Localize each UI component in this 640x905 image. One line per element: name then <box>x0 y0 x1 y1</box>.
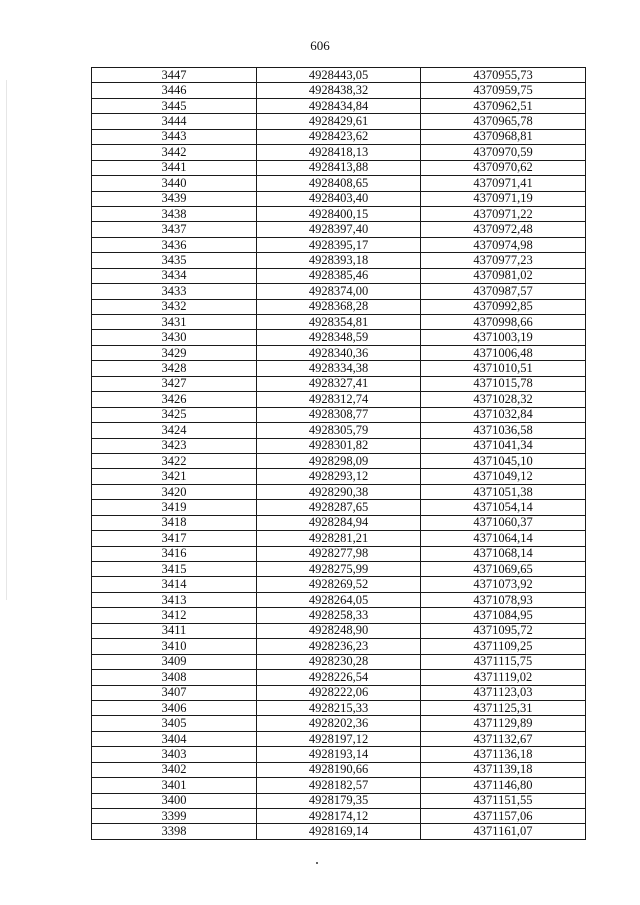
point-number-cell: 3404 <box>92 731 257 746</box>
point-number-cell: 3424 <box>92 423 257 438</box>
point-number-cell: 3435 <box>92 253 257 268</box>
x-coordinate-cell: 4928230,28 <box>257 654 421 669</box>
point-number-cell: 3405 <box>92 716 257 731</box>
y-coordinate-cell: 4371045,10 <box>421 453 586 468</box>
y-coordinate-cell: 4371123,03 <box>421 685 586 700</box>
table-row <box>92 639 586 654</box>
y-coordinate-cell: 4371010,51 <box>421 361 586 376</box>
y-coordinate-cell: 4371146,80 <box>421 778 586 793</box>
point-number-cell: 3415 <box>92 562 257 577</box>
x-coordinate-cell: 4928418,13 <box>257 145 421 160</box>
x-coordinate-cell: 4928348,59 <box>257 330 421 345</box>
table-row <box>92 546 586 561</box>
point-number-cell: 3437 <box>92 222 257 237</box>
table-row <box>92 731 586 746</box>
point-number-cell: 3441 <box>92 160 257 175</box>
point-number-cell: 3432 <box>92 299 257 314</box>
table-row <box>92 670 586 685</box>
x-coordinate-cell: 4928368,28 <box>257 299 421 314</box>
x-coordinate-cell: 4928308,77 <box>257 407 421 422</box>
x-coordinate-cell: 4928327,41 <box>257 376 421 391</box>
y-coordinate-cell: 4371028,32 <box>421 392 586 407</box>
y-coordinate-cell: 4371054,14 <box>421 500 586 515</box>
x-coordinate-cell: 4928277,98 <box>257 546 421 561</box>
y-coordinate-cell: 4371051,38 <box>421 484 586 499</box>
table-row <box>92 608 586 623</box>
table-row <box>92 176 586 191</box>
table-row <box>92 778 586 793</box>
x-coordinate-cell: 4928305,79 <box>257 423 421 438</box>
y-coordinate-cell: 4371015,78 <box>421 376 586 391</box>
y-coordinate-cell: 4371151,55 <box>421 793 586 808</box>
y-coordinate-cell: 4370987,57 <box>421 284 586 299</box>
table-row <box>92 145 586 160</box>
x-coordinate-cell: 4928269,52 <box>257 577 421 592</box>
table-row <box>92 438 586 453</box>
table-row <box>92 160 586 175</box>
y-coordinate-cell: 4370970,59 <box>421 145 586 160</box>
table-row <box>92 407 586 422</box>
point-number-cell: 3439 <box>92 191 257 206</box>
y-coordinate-cell: 4370972,48 <box>421 222 586 237</box>
point-number-cell: 3406 <box>92 700 257 715</box>
point-number-cell: 3446 <box>92 83 257 98</box>
x-coordinate-cell: 4928312,74 <box>257 392 421 407</box>
y-coordinate-cell: 4370970,62 <box>421 160 586 175</box>
x-coordinate-cell: 4928408,65 <box>257 176 421 191</box>
point-number-cell: 3412 <box>92 608 257 623</box>
x-coordinate-cell: 4928174,12 <box>257 809 421 824</box>
table-row <box>92 299 586 314</box>
table-row <box>92 685 586 700</box>
point-number-cell: 3410 <box>92 639 257 654</box>
point-number-cell: 3403 <box>92 747 257 762</box>
point-number-cell: 3409 <box>92 654 257 669</box>
y-coordinate-cell: 4370974,98 <box>421 237 586 252</box>
y-coordinate-cell: 4371068,14 <box>421 546 586 561</box>
x-coordinate-cell: 4928215,33 <box>257 700 421 715</box>
point-number-cell: 3422 <box>92 453 257 468</box>
table-row <box>92 592 586 607</box>
point-number-cell: 3430 <box>92 330 257 345</box>
point-number-cell: 3443 <box>92 129 257 144</box>
y-coordinate-cell: 4371049,12 <box>421 469 586 484</box>
x-coordinate-cell: 4928340,36 <box>257 345 421 360</box>
y-coordinate-cell: 4370965,78 <box>421 114 586 129</box>
point-number-cell: 3447 <box>92 68 257 83</box>
y-coordinate-cell: 4370998,66 <box>421 315 586 330</box>
table-row <box>92 562 586 577</box>
x-coordinate-cell: 4928287,65 <box>257 500 421 515</box>
x-coordinate-cell: 4928222,06 <box>257 685 421 700</box>
table-row <box>92 361 586 376</box>
x-coordinate-cell: 4928197,12 <box>257 731 421 746</box>
point-number-cell: 3416 <box>92 546 257 561</box>
point-number-cell: 3421 <box>92 469 257 484</box>
point-number-cell: 3433 <box>92 284 257 299</box>
y-coordinate-cell: 4370981,02 <box>421 268 586 283</box>
point-number-cell: 3414 <box>92 577 257 592</box>
page-number: 606 <box>310 38 330 53</box>
y-coordinate-cell: 4371032,84 <box>421 407 586 422</box>
x-coordinate-cell: 4928403,40 <box>257 191 421 206</box>
point-number-cell: 3411 <box>92 623 257 638</box>
x-coordinate-cell: 4928393,18 <box>257 253 421 268</box>
x-coordinate-cell: 4928281,21 <box>257 531 421 546</box>
table-row <box>92 237 586 252</box>
x-coordinate-cell: 4928182,57 <box>257 778 421 793</box>
y-coordinate-cell: 4370962,51 <box>421 98 586 113</box>
table-row <box>92 793 586 808</box>
table-row <box>92 222 586 237</box>
point-number-cell: 3399 <box>92 809 257 824</box>
table-row <box>92 577 586 592</box>
point-number-cell: 3436 <box>92 237 257 252</box>
y-coordinate-cell: 4370992,85 <box>421 299 586 314</box>
x-coordinate-cell: 4928334,38 <box>257 361 421 376</box>
y-coordinate-cell: 4370959,75 <box>421 83 586 98</box>
point-number-cell: 3423 <box>92 438 257 453</box>
x-coordinate-cell: 4928374,00 <box>257 284 421 299</box>
point-number-cell: 3425 <box>92 407 257 422</box>
x-coordinate-cell: 4928354,81 <box>257 315 421 330</box>
point-number-cell: 3445 <box>92 98 257 113</box>
table-row <box>92 654 586 669</box>
point-number-cell: 3428 <box>92 361 257 376</box>
table-row <box>92 747 586 762</box>
y-coordinate-cell: 4371119,02 <box>421 670 586 685</box>
y-coordinate-cell: 4371139,18 <box>421 762 586 777</box>
point-number-cell: 3442 <box>92 145 257 160</box>
y-coordinate-cell: 4371161,07 <box>421 824 586 839</box>
point-number-cell: 3429 <box>92 345 257 360</box>
point-number-cell: 3413 <box>92 592 257 607</box>
table-row <box>92 345 586 360</box>
point-number-cell: 3427 <box>92 376 257 391</box>
table-row <box>92 484 586 499</box>
x-coordinate-cell: 4928258,33 <box>257 608 421 623</box>
table-row <box>92 623 586 638</box>
x-coordinate-cell: 4928395,17 <box>257 237 421 252</box>
point-number-cell: 3438 <box>92 206 257 221</box>
table-row <box>92 376 586 391</box>
point-number-cell: 3426 <box>92 392 257 407</box>
table-row <box>92 191 586 206</box>
table-row <box>92 284 586 299</box>
table-row <box>92 531 586 546</box>
x-coordinate-cell: 4928284,94 <box>257 515 421 530</box>
x-coordinate-cell: 4928438,32 <box>257 83 421 98</box>
y-coordinate-cell: 4371109,25 <box>421 639 586 654</box>
x-coordinate-cell: 4928298,09 <box>257 453 421 468</box>
point-number-cell: 3400 <box>92 793 257 808</box>
table-row <box>92 129 586 144</box>
table-row <box>92 700 586 715</box>
point-number-cell: 3434 <box>92 268 257 283</box>
x-coordinate-cell: 4928385,46 <box>257 268 421 283</box>
coordinates-table-body <box>92 68 586 840</box>
coordinates-table <box>91 67 586 840</box>
y-coordinate-cell: 4371073,92 <box>421 577 586 592</box>
table-row <box>92 716 586 731</box>
y-coordinate-cell: 4371069,65 <box>421 562 586 577</box>
point-number-cell: 3408 <box>92 670 257 685</box>
point-number-cell: 3418 <box>92 515 257 530</box>
table-row <box>92 83 586 98</box>
point-number-cell: 3440 <box>92 176 257 191</box>
x-coordinate-cell: 4928443,05 <box>257 68 421 83</box>
y-coordinate-cell: 4371041,34 <box>421 438 586 453</box>
table-row <box>92 809 586 824</box>
x-coordinate-cell: 4928434,84 <box>257 98 421 113</box>
x-coordinate-cell: 4928248,90 <box>257 623 421 638</box>
y-coordinate-cell: 4371129,89 <box>421 716 586 731</box>
y-coordinate-cell: 4370968,81 <box>421 129 586 144</box>
table-row <box>92 500 586 515</box>
point-number-cell: 3419 <box>92 500 257 515</box>
x-coordinate-cell: 4928397,40 <box>257 222 421 237</box>
table-row <box>92 315 586 330</box>
table-row <box>92 68 586 83</box>
point-number-cell: 3401 <box>92 778 257 793</box>
table-row <box>92 453 586 468</box>
x-coordinate-cell: 4928193,14 <box>257 747 421 762</box>
y-coordinate-cell: 4370977,23 <box>421 253 586 268</box>
table-row <box>92 206 586 221</box>
y-coordinate-cell: 4370971,41 <box>421 176 586 191</box>
point-number-cell: 3402 <box>92 762 257 777</box>
table-row <box>92 114 586 129</box>
x-coordinate-cell: 4928190,66 <box>257 762 421 777</box>
x-coordinate-cell: 4928226,54 <box>257 670 421 685</box>
y-coordinate-cell: 4371157,06 <box>421 809 586 824</box>
y-coordinate-cell: 4371078,93 <box>421 592 586 607</box>
table-row <box>92 268 586 283</box>
table-row <box>92 469 586 484</box>
y-coordinate-cell: 4370955,73 <box>421 68 586 83</box>
y-coordinate-cell: 4371095,72 <box>421 623 586 638</box>
x-coordinate-cell: 4928423,62 <box>257 129 421 144</box>
x-coordinate-cell: 4928264,05 <box>257 592 421 607</box>
x-coordinate-cell: 4928169,14 <box>257 824 421 839</box>
y-coordinate-cell: 4371125,31 <box>421 700 586 715</box>
table-row <box>92 98 586 113</box>
table-row <box>92 824 586 839</box>
x-coordinate-cell: 4928179,35 <box>257 793 421 808</box>
table-row <box>92 330 586 345</box>
scan-artifact-line <box>6 80 7 600</box>
x-coordinate-cell: 4928293,12 <box>257 469 421 484</box>
x-coordinate-cell: 4928202,36 <box>257 716 421 731</box>
y-coordinate-cell: 4371006,48 <box>421 345 586 360</box>
y-coordinate-cell: 4371084,95 <box>421 608 586 623</box>
x-coordinate-cell: 4928429,61 <box>257 114 421 129</box>
table-row <box>92 762 586 777</box>
point-number-cell: 3431 <box>92 315 257 330</box>
table-row <box>92 253 586 268</box>
table-row <box>92 392 586 407</box>
y-coordinate-cell: 4371115,75 <box>421 654 586 669</box>
point-number-cell: 3417 <box>92 531 257 546</box>
y-coordinate-cell: 4370971,22 <box>421 206 586 221</box>
table-row <box>92 515 586 530</box>
y-coordinate-cell: 4371136,18 <box>421 747 586 762</box>
point-number-cell: 3444 <box>92 114 257 129</box>
point-number-cell: 3420 <box>92 484 257 499</box>
x-coordinate-cell: 4928413,88 <box>257 160 421 175</box>
x-coordinate-cell: 4928275,99 <box>257 562 421 577</box>
y-coordinate-cell: 4371036,58 <box>421 423 586 438</box>
y-coordinate-cell: 4371064,14 <box>421 531 586 546</box>
y-coordinate-cell: 4370971,19 <box>421 191 586 206</box>
scan-dot <box>316 862 318 864</box>
x-coordinate-cell: 4928301,82 <box>257 438 421 453</box>
x-coordinate-cell: 4928236,23 <box>257 639 421 654</box>
y-coordinate-cell: 4371060,37 <box>421 515 586 530</box>
table-row <box>92 423 586 438</box>
point-number-cell: 3407 <box>92 685 257 700</box>
y-coordinate-cell: 4371003,19 <box>421 330 586 345</box>
point-number-cell: 3398 <box>92 824 257 839</box>
x-coordinate-cell: 4928290,38 <box>257 484 421 499</box>
x-coordinate-cell: 4928400,15 <box>257 206 421 221</box>
y-coordinate-cell: 4371132,67 <box>421 731 586 746</box>
